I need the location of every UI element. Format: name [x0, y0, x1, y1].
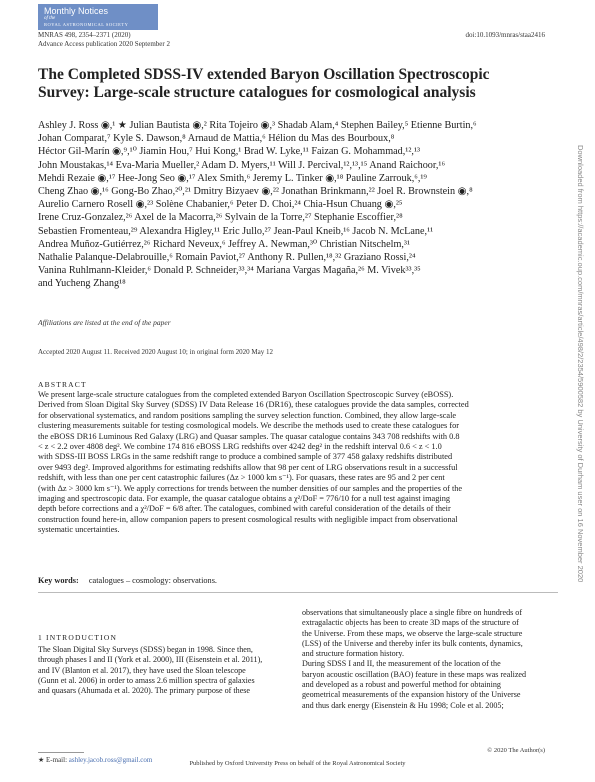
abstract-line: (with Δz > 3000 km s⁻¹). We apply corrections for trends between the number densities of our samples and the properties of the — [38, 483, 463, 493]
intro-line: and thus dark energy (Eisenstein & Hu 1998; Cole et al. 2005; — [302, 700, 504, 710]
author-line: Vanina Ruhlmann-Kleider,⁶ Donald P. Schneider,³³,³⁴ Mariana Vargas Magaña,²⁶ M. Vivek³³,³⁵ — [38, 265, 421, 277]
intro-line: and structure formation history. — [302, 649, 404, 659]
intro-line: During SDSS I and II, the measurement of the location of the — [302, 659, 501, 669]
introduction-heading: 1 INTRODUCTION — [38, 633, 118, 642]
advance-access: Advance Access publication 2020 September 2 — [38, 40, 170, 48]
journal-logo-of: of the — [44, 16, 56, 21]
download-watermark: Downloaded from https://academic.oup.com/mnras/article/498/2/2354/5900582 by University of Durham user on 16 November 2020 — [576, 145, 585, 583]
abstract-line: We present large-scale structure catalogues from the completed extended Baryon Oscillation Spectroscopic Survey (eBOSS). — [38, 390, 454, 399]
intro-line: (LSS) of the Universe and thereby infer its bulk contents, dynamics, — [302, 638, 523, 648]
publisher-line: Published by Oxford University Press on behalf of the Royal Astronomical Society — [189, 760, 406, 767]
author-list — [38, 119, 558, 291]
footnote-label: ★ E-mail: — [38, 756, 68, 764]
intro-line: observations that simultaneously place a single fibre on hundreds of — [302, 608, 523, 617]
author-line: Johan Comparat,⁷ Kyle S. Dawson,⁸ Arnaud de Mattia,⁶ Hélion du Mas des Bourboux,⁸ — [38, 133, 395, 145]
journal-logo — [38, 4, 158, 30]
abstract-line: redshift, with less than one per cent catastrophic failures (Δz > 1000 km s⁻¹). For quasars, these rates are 95 and 2 per cent — [38, 473, 445, 483]
author-line: Cheng Zhao ◉,¹⁶ Gong-Bo Zhao,²⁰,²¹ Dmitry Bizyaev ◉,²² Jonathan Brinkmann,²² Joel R. Brownstein ◉,⁸ — [38, 186, 473, 198]
section-divider — [38, 592, 558, 593]
footnote-rule — [38, 752, 84, 753]
citation: MNRAS 498, 2354–2371 (2020) — [38, 31, 131, 39]
email-link[interactable]: ashley.jacob.ross@gmail.com — [68, 756, 153, 764]
abstract-line: Derived from Sloan Digital Sky Survey (SDSS) IV Data Release 16 (DR16), these catalogues provide the data samples, corrected — [38, 400, 469, 410]
intro-line: extragalactic objects has been to create 3D maps of the structure of — [302, 618, 519, 628]
title-line: The Completed SDSS-IV extended Baryon Oscillation Spectroscopic — [38, 66, 490, 83]
copyright: © 2020 The Author(s) — [487, 747, 545, 754]
intro-line: baryon acoustic oscillation (BAO) feature in these maps was realized — [302, 669, 527, 679]
abstract-line: the eBOSS DR16 Luminous Red Galaxy (LRG) and Quasar samples. The quasar catalogue contains 343 708 redshifts with 0.8 — [38, 431, 460, 441]
keywords — [38, 576, 217, 585]
paper-title — [38, 66, 538, 102]
intro-line: and IV (Blanton et al. 2017), they have used the Sloan telescope — [38, 665, 246, 675]
intro-left-column — [38, 645, 288, 696]
title-line: Survey: Large-scale structure catalogues for cosmological analysis — [38, 84, 476, 101]
author-line: Sebastien Fromenteau,²⁹ Alexandra Higley,¹¹ Eric Jullo,²⁷ Jean-Paul Kneib,¹⁶ Jacob N. McLane,¹¹ — [38, 225, 434, 237]
author-line: and Yucheng Zhang¹⁸ — [38, 278, 126, 290]
author-line: Nathalie Palanque-Delabrouille,⁶ Romain Paviot,²⁷ Anthony R. Pullen,¹⁸,³² Graziano Rossi,²⁴ — [38, 252, 416, 264]
intro-right-column — [302, 608, 562, 711]
author-line: John Moustakas,¹⁴ Eva-Maria Mueller,² Adam D. Myers,¹¹ Will J. Percival,¹²,¹³,¹⁵ Anand Raichoor,¹⁶ — [38, 159, 446, 171]
author-line: Aurelio Carnero Rosell ◉,²³ Solène Chabanier,⁶ Peter D. Choi,²⁴ Chia-Hsun Chuang ◉,²⁵ — [38, 199, 403, 211]
affiliations-note: Affiliations are listed at the end of the paper — [38, 318, 171, 327]
citation-header — [38, 31, 170, 49]
intro-line: The Sloan Digital Sky Surveys (SDSS) began in 1998. Since then, — [38, 645, 253, 654]
abstract-line: clustering measurements suitable for testing cosmological models. We describe the methods used to create these catalogues for — [38, 421, 460, 431]
author-line: Andrea Muñoz-Gutiérrez,²⁶ Richard Neveux,⁶ Jeffrey A. Newman,³⁰ Christian Nitschelm,³¹ — [38, 238, 411, 250]
intro-line: (Gunn et al. 2006) in order to amass 2.6 million spectra of galaxies — [38, 675, 255, 685]
abstract-line: construction found here-in, allow companion papers to present cosmological results with negligible impact from observational — [38, 514, 458, 524]
author-line: Irene Cruz-Gonzalez,²⁶ Axel de la Macorra,²⁶ Sylvain de la Torre,²⁷ Stephanie Escoffier,²⁸ — [38, 212, 403, 224]
abstract-line: depth before corrections and a χ²/DoF = 6/8 after. The catalogues, combined with careful consideration of the details of their — [38, 504, 451, 514]
intro-line: and developed as a robust and powerful method for obtaining — [302, 680, 501, 690]
author-line: Ashley J. Ross ◉,¹ ★ Julian Bautista ◉,² Rita Tojeiro ◉,³ Shadab Alam,⁴ Stephen Bailey,⁵ Etienne Burtin,⁶ — [38, 120, 477, 131]
keywords-label: Key words: — [38, 576, 79, 585]
journal-logo-society: ROYAL ASTRONOMICAL SOCIETY — [44, 22, 129, 27]
abstract-line: < z < 2.2 over 4808 deg². We combine 174 816 eBOSS LRG redshifts over 4242 deg² in the redshift interval 0.6 < z < 1.0 — [38, 442, 442, 452]
journal-logo-title: Monthly Notices — [44, 6, 109, 16]
abstract-line: over 9493 deg². Improved algorithms for estimating redshifts allow that 98 per cent of LRG observations result in a successful — [38, 462, 458, 472]
intro-line: through phases I and II (York et al. 2000), III (Eisenstein et al. 2011), — [38, 655, 263, 665]
abstract-line: systematic uncertainties. — [38, 525, 120, 535]
author-line: Mehdi Rezaie ◉,¹⁷ Hee-Jong Seo ◉,¹⁷ Alex Smith,⁶ Jeremy L. Tinker ◉,¹⁸ Pauline Zarrouk,⁶,¹⁹ — [38, 172, 427, 184]
accepted-dates: Accepted 2020 August 11. Received 2020 August 10; in original form 2020 May 12 — [38, 348, 273, 356]
intro-line: the Universe. From these maps, we observe the large-scale structure — [302, 628, 523, 638]
abstract-body — [38, 390, 558, 536]
abstract-line: with SDSS-III BOSS LRGs in the same redshift range to produce a combined sample of 377 458 galaxy redshifts distributed — [38, 452, 453, 462]
intro-line: geometrical measurements of the expansion history of the Universe — [302, 690, 521, 700]
abstract-line: for observational systematics, and random positions sampling the survey selection function. Combined, they allow large-scale — [38, 410, 457, 420]
abstract-line: imaging and spectroscopic data. For example, the quasar catalogue obtains a χ²/DoF = 776/10 for a null test against imaging — [38, 494, 450, 504]
keywords-text: catalogues – cosmology: observations. — [88, 576, 217, 585]
author-line: Héctor Gil-Marín ◉,⁹,¹⁰ Jiamin Hou,⁷ Hui Kong,¹ Brad W. Lyke,¹¹ Faizan G. Mohammad,¹²,¹³ — [38, 146, 421, 158]
doi[interactable]: doi:10.1093/mnras/staa2416 — [465, 31, 545, 39]
abstract-heading: ABSTRACT — [38, 380, 87, 389]
intro-line: and quasars (Ahumada et al. 2020). The primary purpose of these — [38, 686, 251, 696]
